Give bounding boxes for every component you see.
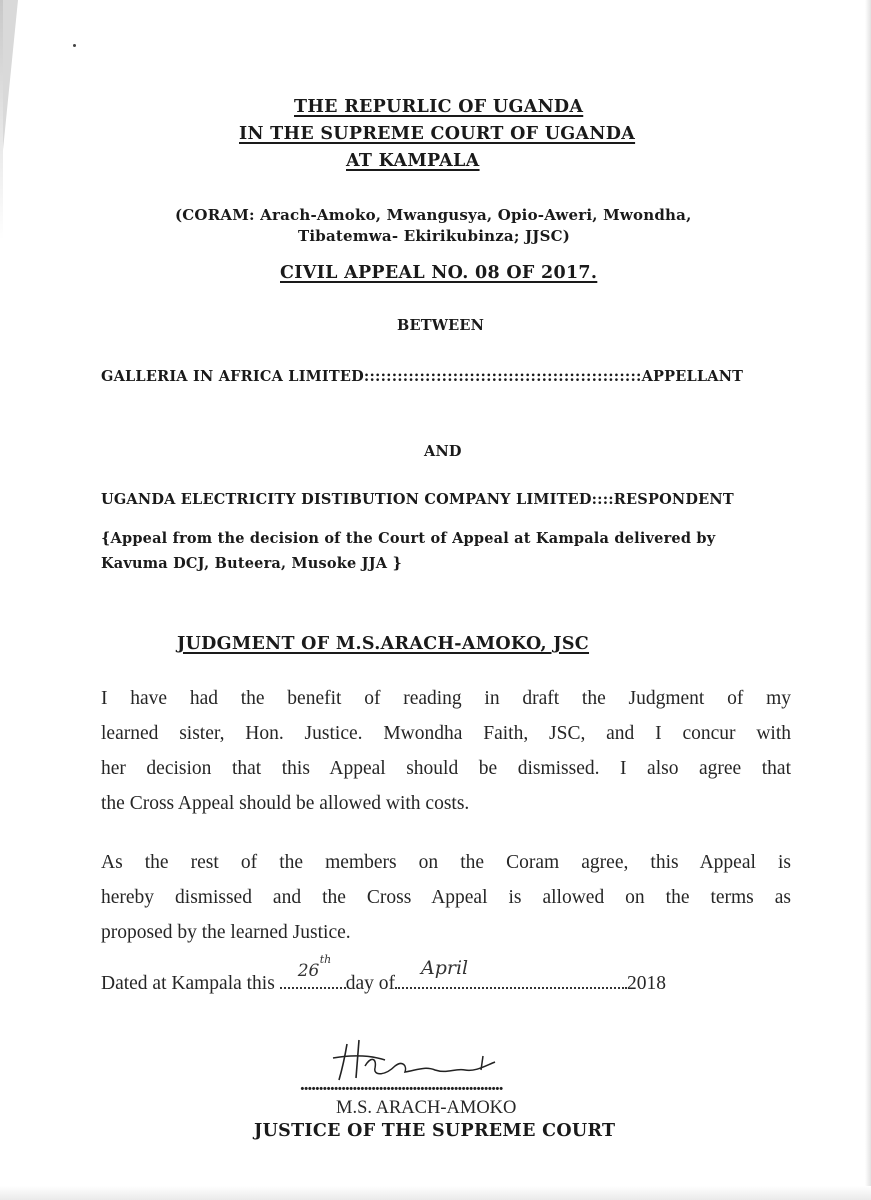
paragraph-2-line-2: hereby dismissed and the Cross Appeal is allowed on the terms as xyxy=(101,887,791,908)
header-republic: THE REPURLIC OF UGANDA xyxy=(294,97,584,117)
paragraph-2-line-1: As the rest of the members on the Coram agree, this Appeal is xyxy=(101,852,791,873)
case-title: CIVIL APPEAL NO. 08 OF 2017. xyxy=(280,263,598,283)
dated-middle: day of xyxy=(345,973,395,994)
header-location: AT KAMPALA xyxy=(346,151,480,171)
dated-prefix: Dated at Kampala this xyxy=(101,973,275,994)
bottom-shadow xyxy=(0,1186,871,1200)
page-edge-right xyxy=(865,0,871,1200)
dated-year: 2018 xyxy=(626,973,666,994)
paragraph-1 xyxy=(101,681,791,821)
signatory-name: M.S. ARACH-AMOKO xyxy=(336,1098,517,1118)
scan-speck xyxy=(73,44,76,47)
day-field xyxy=(280,953,346,989)
judgment-title: JUDGMENT OF M.S.ARACH-AMOKO, JSC xyxy=(177,634,590,654)
appeal-note-line-1: {Appeal from the decision of the Court of Appeal at Kampala delivered by xyxy=(101,530,716,547)
paragraph-1-line-1: I have had the benefit of reading in draft the Judgment of my xyxy=(101,688,791,709)
paragraph-2-line-3: proposed by the learned Justice. xyxy=(101,922,351,943)
header-court: IN THE SUPREME COURT OF UGANDA xyxy=(239,124,636,144)
appeal-note-line-2: Kavuma DCJ, Buteera, Musoke JJA } xyxy=(101,555,403,572)
appellant-line: GALLERIA IN AFRICA LIMITED::::::::::::::::::::::::::::::::::::::::::::::::::APPELLANT xyxy=(101,368,744,385)
month-field xyxy=(395,957,627,989)
coram-line-2: Tibatemwa- Ekirikubinza; JJSC) xyxy=(298,227,571,245)
dated-line xyxy=(101,953,666,995)
coram-line-1: (CORAM: Arach-Amoko, Mwangusya, Opio-Aweri, Mwondha, xyxy=(175,206,692,224)
paragraph-1-line-3: her decision that this Appeal should be dismissed. I also agree that xyxy=(101,758,791,779)
between-label: BETWEEN xyxy=(397,317,485,334)
signatory-title: JUSTICE OF THE SUPREME COURT xyxy=(254,1121,616,1141)
signature-dotted-line: ...................................................... xyxy=(300,1074,503,1095)
and-label: AND xyxy=(424,443,462,460)
day-suffix-handwritten: th xyxy=(319,953,332,966)
paragraph-2 xyxy=(101,845,791,950)
paragraph-1-line-4: the Cross Appeal should be allowed with costs. xyxy=(101,793,470,814)
month-handwritten: April xyxy=(420,957,469,979)
paragraph-1-line-2: learned sister, Hon. Justice. Mwondha Faith, JSC, and I concur with xyxy=(101,723,791,744)
respondent-line: UGANDA ELECTRICITY DISTIBUTION COMPANY LIMITED::::RESPONDENT xyxy=(101,491,734,508)
day-handwritten: 26 xyxy=(297,961,320,981)
page-edge-left xyxy=(0,0,3,1200)
